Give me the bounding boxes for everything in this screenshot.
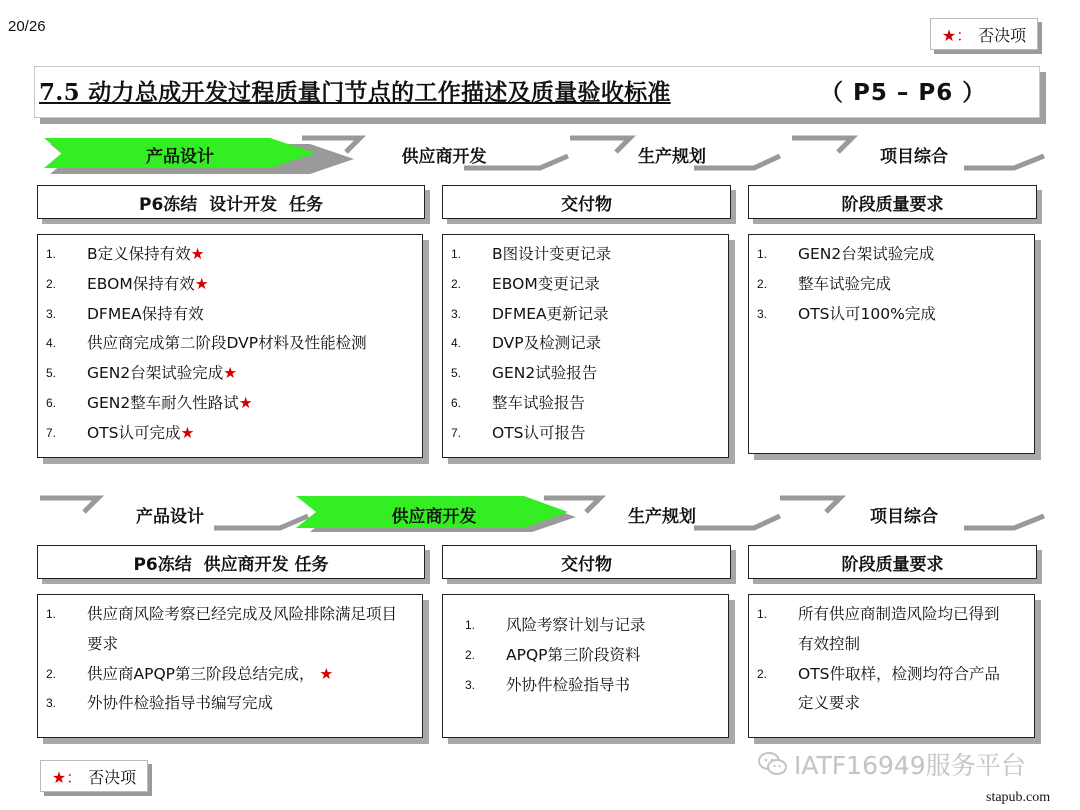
item-text: OTS认可完成: [87, 423, 181, 442]
tasks-header: P6冻结 供应商开发 任务: [37, 545, 425, 579]
deliverables-header: 交付物: [442, 185, 731, 219]
item-number: 2.: [757, 666, 768, 681]
source-label: stapub.com: [986, 790, 1051, 805]
tasks-panel: [37, 234, 423, 458]
stage-project-integration: 项目综合: [870, 507, 938, 527]
list-item: [443, 419, 728, 449]
list-item: [443, 270, 728, 300]
item-text: OTS认可报告: [492, 423, 586, 442]
list-item: [749, 600, 1034, 660]
item-text: 供应商完成第二阶段DVP材料及性能检测: [87, 334, 367, 353]
watermark: [758, 746, 1026, 782]
veto-star-icon: ★: [194, 274, 209, 293]
item-number: 1.: [46, 247, 57, 261]
item-text: 外协件检验指导书: [506, 675, 631, 694]
item-number: 1.: [451, 247, 462, 261]
veto-star-icon: ★: [190, 245, 205, 263]
veto-star-icon: ★: [314, 664, 334, 683]
star-icon: ★：: [51, 767, 83, 787]
item-text: GEN2台架试验完成: [798, 245, 935, 263]
page-number: 20/26: [8, 18, 46, 35]
list-item: [443, 329, 728, 359]
item-number: 7.: [451, 425, 462, 440]
list-item: [38, 329, 422, 359]
page-title: 7.5 动力总成开发过程质量门节点的工作描述及质量验收标准: [39, 79, 671, 106]
item-number: 6.: [46, 395, 57, 410]
list-item: [38, 600, 422, 660]
list-item: [38, 359, 422, 389]
item-text: 供应商APQP第三阶段总结完成，: [87, 664, 315, 683]
stage-supplier-development: 供应商开发: [391, 507, 477, 527]
veto-star-icon: ★: [223, 364, 238, 383]
item-text: 外协件检验指导书编写完成: [87, 694, 274, 713]
wechat-icon: [758, 751, 788, 777]
veto-star-icon: ★: [180, 423, 195, 442]
item-text: EBOM变更记录: [492, 274, 600, 293]
stage-supplier-development: 供应商开发: [401, 147, 487, 167]
item-number: 2.: [46, 666, 57, 681]
list-item: [457, 611, 728, 641]
item-number: 3.: [46, 696, 57, 711]
item-number: 1.: [757, 247, 768, 261]
item-text: 所有供应商制造风险均已得到: [798, 605, 1000, 623]
list-item: [443, 240, 728, 270]
list-item: [38, 660, 422, 690]
item-text: 整车试验完成: [798, 274, 892, 293]
item-number: 2.: [451, 276, 462, 291]
deliverables-panel: [442, 594, 729, 738]
item-number: 1.: [757, 607, 768, 621]
list-item: [443, 389, 728, 419]
stage-production-planning: 生产规划: [628, 507, 696, 527]
item-text: GEN2试验报告: [492, 364, 598, 383]
list-item: [749, 300, 1034, 330]
item-number: 5.: [46, 366, 57, 381]
watermark-text: IATF16949服务平台: [794, 751, 1026, 780]
list-item: [749, 240, 1034, 270]
item-number: 2.: [465, 647, 476, 662]
stage-product-design: 产品设计: [136, 507, 204, 527]
item-number: 3.: [46, 306, 57, 321]
item-text: OTS件取样，检测均符合产品: [798, 664, 1001, 683]
item-number: 2.: [757, 276, 768, 291]
item-number: 4.: [46, 336, 57, 351]
item-number: 3.: [757, 306, 768, 321]
item-text: GEN2整车耐久性路试: [87, 393, 239, 412]
item-text: GEN2台架试验完成: [87, 364, 224, 383]
item-text: 定义要求: [798, 694, 861, 713]
item-text: DFMEA更新记录: [492, 304, 609, 323]
item-text: APQP第三阶段资料: [506, 645, 641, 664]
list-item: [457, 671, 728, 701]
stage-project-integration: 项目综合: [880, 147, 948, 167]
item-text: 供应商风险考察已经完成及风险排除满足项目: [87, 605, 398, 623]
deliverables-list: [443, 240, 728, 449]
list-item: [38, 240, 422, 270]
star-icon: ★：: [941, 25, 973, 45]
item-text: 风险考察计划与记录: [506, 616, 646, 634]
legend-top: [930, 18, 1038, 50]
item-number: 2.: [46, 276, 57, 291]
item-number: 6.: [451, 395, 462, 410]
item-number: 3.: [451, 306, 462, 321]
item-number: 3.: [465, 677, 476, 692]
item-number: 1.: [46, 607, 57, 621]
item-text: EBOM保持有效: [87, 274, 195, 293]
stage-production-planning: 生产规划: [638, 147, 706, 167]
tasks-panel: [37, 594, 423, 738]
item-text: DFMEA保持有效: [87, 304, 204, 323]
stage-bar-1: [34, 132, 1046, 176]
tasks-list: [38, 600, 422, 719]
list-item: [443, 300, 728, 330]
item-text: 有效控制: [798, 634, 861, 653]
item-text: B定义保持有效: [87, 245, 191, 263]
list-item: [749, 660, 1034, 720]
title-box: [34, 66, 1040, 118]
list-item: [38, 689, 422, 719]
item-number: 4.: [451, 336, 462, 351]
requirements-list: [749, 240, 1034, 329]
item-text: B图设计变更记录: [492, 245, 612, 263]
deliverables-header: 交付物: [442, 545, 731, 579]
veto-star-icon: ★: [238, 393, 253, 412]
legend-bottom: [40, 760, 148, 792]
item-text: 要求: [87, 634, 119, 653]
list-item: [38, 389, 422, 419]
requirements-panel: [748, 234, 1035, 454]
item-text: OTS认可100%完成: [798, 304, 936, 323]
stage-bar-2: [34, 492, 1046, 536]
list-item: [38, 300, 422, 330]
requirements-list: [749, 600, 1034, 719]
list-item: [38, 270, 422, 300]
legend-label: 否决项: [978, 25, 1027, 45]
tasks-list: [38, 240, 422, 449]
stage-product-design: 产品设计: [146, 147, 214, 167]
requirements-header: 阶段质量要求: [748, 185, 1037, 219]
deliverables-list: [457, 611, 728, 700]
list-item: [749, 270, 1034, 300]
item-text: DVP及检测记录: [492, 334, 602, 353]
deliverables-panel: [442, 234, 729, 458]
item-number: 1.: [465, 618, 476, 632]
list-item: [457, 641, 728, 671]
page-title-suffix: （ P5 – P6 ）: [820, 80, 987, 106]
item-number: 7.: [46, 425, 57, 440]
list-item: [443, 359, 728, 389]
item-text: 整车试验报告: [492, 393, 586, 412]
tasks-header: P6冻结 设计开发 任务: [37, 185, 425, 219]
legend-label: 否决项: [88, 767, 137, 787]
requirements-panel: [748, 594, 1035, 738]
list-item: [38, 419, 422, 449]
requirements-header: 阶段质量要求: [748, 545, 1037, 579]
item-number: 5.: [451, 366, 462, 381]
